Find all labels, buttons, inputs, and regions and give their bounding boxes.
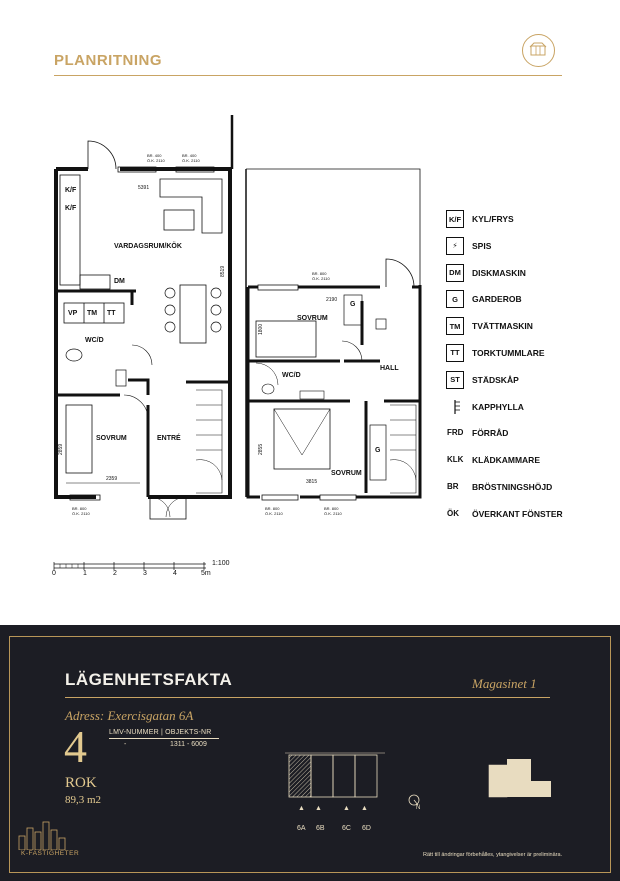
legend-item (446, 290, 596, 317)
window-label: BR. 800 (265, 506, 280, 511)
room-wc: WC/D (85, 337, 104, 344)
scale-tick: 5m (201, 570, 211, 577)
legend-abbr: BR (447, 481, 459, 491)
window-label: Ö.K. 2110 (72, 511, 90, 516)
disclaimer: Rätt till ändringar förbehålles, ytangivelser är preliminära. (423, 852, 563, 858)
unit-position-diagram (285, 749, 395, 809)
fixture-tt: TT (107, 310, 116, 317)
dimension: 8519 (220, 265, 226, 277)
page-title: PLANRITNING (54, 52, 162, 69)
apartment-facts-panel (0, 625, 620, 881)
project-name: Magasinet 1 (472, 676, 537, 691)
legend-abbr: FRD (447, 428, 464, 438)
window-label: BR. 400 (182, 153, 197, 158)
unit-arrow-icon: ▲ (361, 805, 368, 812)
legend-symbol: TM (446, 317, 464, 335)
coat-rack-icon (446, 398, 464, 416)
rooms-count: 4 (64, 721, 87, 772)
legend-item (446, 371, 596, 398)
unit-label: 6D (362, 825, 371, 832)
title-rule (54, 75, 562, 76)
address: Adress: Exercisgatan 6A (65, 708, 194, 723)
legend-symbol: DM (446, 264, 464, 282)
window-label: Ö.K. 2110 (182, 158, 200, 163)
fixture-tm: TM (87, 310, 98, 317)
legend-item (446, 210, 596, 237)
room-hall: HALL (380, 365, 399, 372)
window-label: Ö.K. 2110 (324, 511, 342, 516)
compass-icon (406, 793, 426, 815)
legend-label: GARDEROB (472, 294, 522, 305)
legend-symbol: G (446, 290, 464, 308)
legend-symbol: TT (446, 344, 464, 362)
legend-symbol: K/F (446, 210, 464, 228)
legend-item (446, 451, 596, 478)
living-area: 89,3 m2 (65, 794, 102, 806)
legend-label: TVÄTTMASKIN (472, 321, 533, 332)
unit-block-6d (355, 755, 377, 797)
room-bedroom-2: SOVRUM (331, 470, 362, 477)
brand-name: K-FASTIGHETER (21, 850, 80, 857)
facts-title: LÄGENHETSFAKTA (65, 670, 233, 689)
unit-label: 6A (297, 825, 306, 832)
facts-rule (65, 697, 550, 698)
legend-item (446, 344, 596, 371)
legend-symbol: ST (446, 371, 464, 389)
room-g: G (350, 301, 356, 308)
room-wc: WC/D (282, 372, 301, 379)
house-logo-icon (522, 34, 555, 67)
window-label: Ö.K. 2110 (312, 276, 330, 281)
room-bedroom: SOVRUM (96, 435, 127, 442)
scale-bar (52, 562, 242, 589)
legend-label: FÖRRÅD (472, 428, 509, 439)
fixture-vp: VP (68, 310, 78, 317)
fixture-kf: K/F (65, 205, 77, 212)
legend-label: TORKTUMMLARE (472, 347, 545, 358)
legend-label: STÄDSKÅP (472, 374, 519, 385)
window-label: BR. 800 (324, 506, 339, 511)
legend-label: ÖVERKANT FÖNSTER (472, 508, 563, 519)
legend-label: KYL/FRYS (472, 214, 514, 224)
scale-tick: 2 (113, 570, 117, 577)
window-label: BR. 800 (312, 271, 327, 276)
room-kitchen-living: VARDAGSRUM/KÖK (114, 243, 182, 250)
unit-label: 6B (316, 825, 325, 832)
dimension: 2855 (258, 443, 264, 455)
legend-abbr: ÖK (447, 508, 459, 518)
lmv-value: - (124, 741, 127, 748)
legend-label: KLÄDKAMMARE (472, 455, 540, 466)
window-label: Ö.K. 2110 (147, 158, 165, 163)
dimension: 3815 (306, 479, 318, 485)
floor-plan-drawing (0, 105, 440, 525)
scale-tick: 3 (143, 570, 147, 577)
scale-tick: 0 (52, 570, 56, 577)
window-label: BR. 400 (147, 153, 162, 158)
dimension: 2190 (326, 297, 338, 303)
skyline-logo-icon (17, 820, 77, 850)
unit-arrow-icon: ▲ (343, 805, 350, 812)
legend-item (446, 264, 596, 291)
dimension: 2859 (58, 443, 64, 455)
legend-label: SPIS (472, 240, 492, 251)
legend (446, 210, 596, 532)
unit-block-6a (289, 755, 311, 797)
legend-label: KAPPHYLLA (472, 401, 524, 412)
compass-north: N (416, 805, 421, 811)
dimension: 1800 (258, 323, 264, 335)
room-entrance: ENTRÉ (157, 435, 181, 442)
dimension: 2359 (106, 476, 118, 482)
fixture-dm: DM (114, 278, 125, 285)
legend-item (446, 317, 596, 344)
building-elevation-icon (485, 753, 555, 801)
legend-item (446, 398, 596, 425)
legend-item (446, 478, 596, 505)
scale-ratio: 1:100 (212, 560, 230, 567)
unit-arrow-icon: ▲ (315, 805, 322, 812)
legend-item (446, 505, 596, 532)
legend-item (446, 424, 596, 451)
room-bedroom-1: SOVRUM (297, 315, 328, 322)
lmv-header: LMV-NUMMER | OBJEKTS-NR (109, 729, 212, 736)
unit-label: 6C (342, 825, 351, 832)
lmv-rule (109, 738, 219, 739)
object-number: 1311 - 6009 (170, 741, 207, 748)
legend-abbr: KLK (447, 455, 464, 465)
unit-block-6c (333, 755, 355, 797)
fixture-kf: K/F (65, 187, 77, 194)
window-label: Ö.K. 2110 (265, 511, 283, 516)
rooms-unit: ROK (65, 775, 97, 791)
scale-tick: 1 (83, 570, 87, 577)
legend-item (446, 237, 596, 264)
unit-block-6b (311, 755, 333, 797)
scale-tick: 4 (173, 570, 177, 577)
dimension: 5391 (138, 185, 150, 191)
legend-label: DISKMASKIN (472, 267, 526, 278)
window-label: BR. 800 (72, 506, 87, 511)
legend-label: BRÖSTNINGSHÖJD (472, 481, 553, 492)
room-g: G (375, 447, 381, 454)
unit-arrow-icon: ▲ (298, 805, 305, 812)
legend-symbol: ⚡ (446, 237, 464, 255)
